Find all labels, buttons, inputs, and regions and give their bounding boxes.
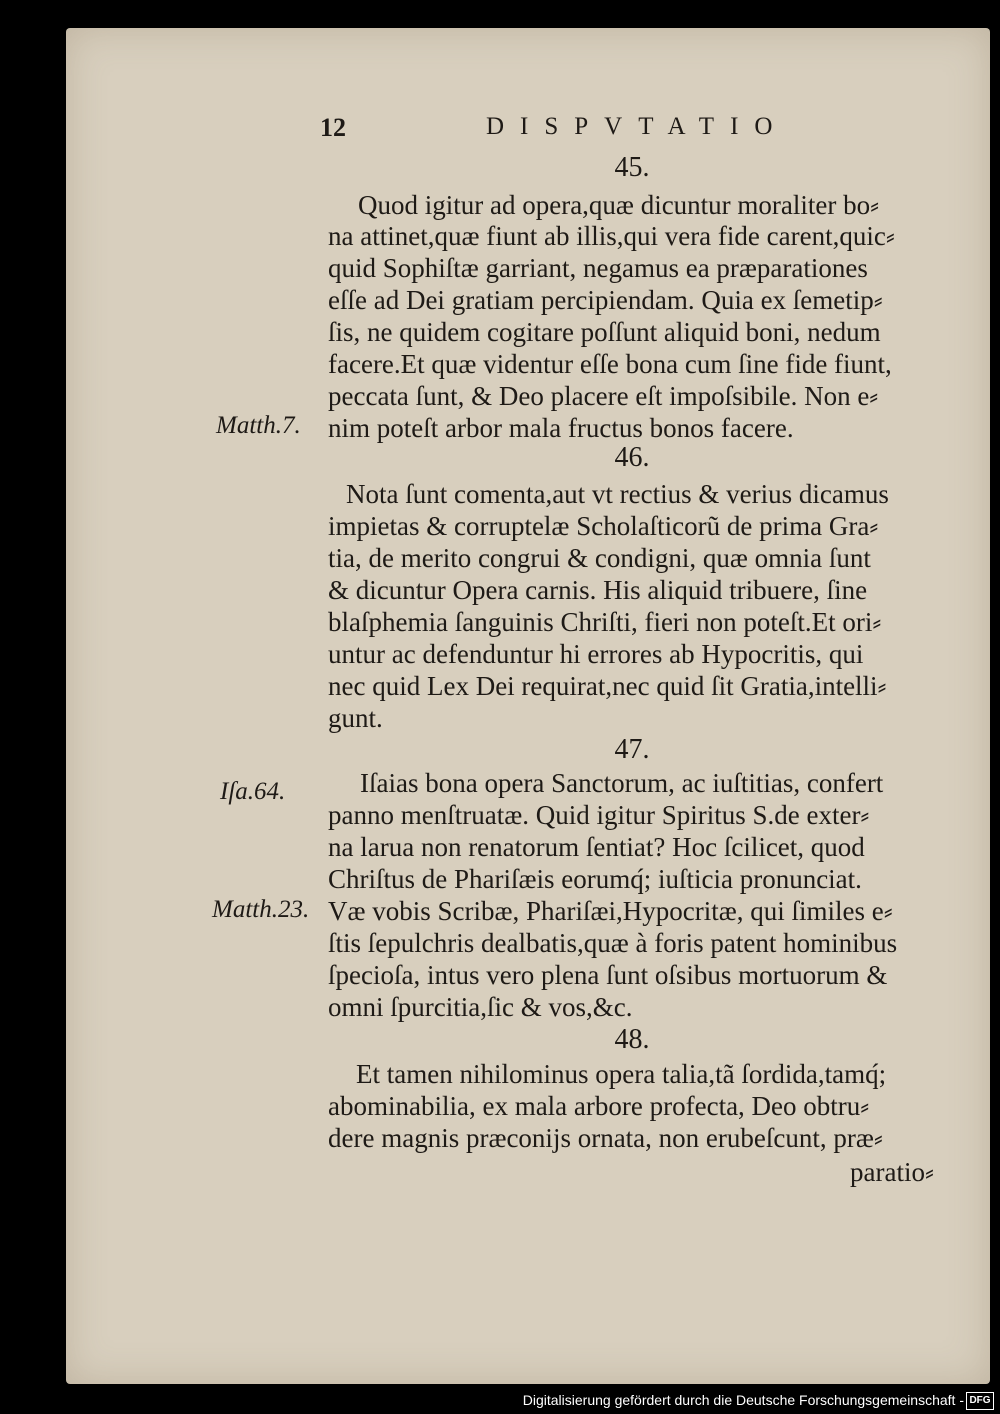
text-line: panno menſtruatæ. Quid igitur Spiritus S.de exter⸗ xyxy=(328,800,870,830)
text-line: abominabilia, ex mala arbore profecta, Deo obtru⸗ xyxy=(328,1091,870,1121)
catchword: paratio⸗ xyxy=(850,1157,934,1187)
running-title: DISPVTATIO xyxy=(486,113,789,140)
text-line: Quod igitur ad opera,quæ dicuntur moraliter bo⸗ xyxy=(358,190,880,220)
margin-note: Matth.7. xyxy=(216,412,301,439)
section-number: 47. xyxy=(614,734,650,765)
text-line: Nota ſunt comenta,aut vt rectius & verius dicamus xyxy=(346,479,889,509)
section-number: 46. xyxy=(614,442,650,473)
text-line: Et tamen nihilominus opera talia,tã ſordida,tamq́; xyxy=(356,1059,887,1089)
text-line: Væ vobis Scribæ, Phariſæi,Hypocritæ, qui ſimiles e⸗ xyxy=(328,896,893,926)
text-line: ſtis ſepulchris dealbatis,quæ à foris patent hominibus xyxy=(328,928,898,958)
section-number: 48. xyxy=(614,1024,650,1055)
dfg-logo: DFG xyxy=(966,1392,994,1410)
text-line: peccata ſunt, & Deo placere eſt impoſsibile. Non e⸗ xyxy=(328,381,879,411)
section-number: 45. xyxy=(614,152,650,183)
text-line: blaſphemia ſanguinis Chriſti, fieri non poteſt.Et ori⸗ xyxy=(328,607,882,637)
text-line: & dicuntur Opera carnis. His aliquid tribuere, ſine xyxy=(328,575,868,605)
text-line: quid Sophiſtæ garriant, negamus ea præparationes xyxy=(328,253,868,283)
text-line: gunt. xyxy=(328,703,383,733)
margin-note: Matth.23. xyxy=(212,896,310,923)
text-line: na attinet,quæ fiunt ab illis,qui vera fide carent,quic⸗ xyxy=(328,221,895,251)
text-line: dere magnis præconijs ornata, non erubeſcunt, præ⸗ xyxy=(328,1123,883,1153)
text-line: facere.Et quæ videntur eſſe bona cum ſine fide fiunt, xyxy=(328,349,892,379)
text-line: tia, de merito congrui & condigni, quæ omnia ſunt xyxy=(328,543,871,573)
text-line: impietas & corruptelæ Scholaſticorũ de prima Gra⸗ xyxy=(328,511,879,541)
text-line: na larua non renatorum ſentiat? Hoc ſcilicet, quod xyxy=(328,832,865,862)
funding-notice: Digitalisierung gefördert durch die Deutsche Forschungsgemeinschaft - xyxy=(522,1392,964,1408)
text-line: nim poteſt arbor mala fructus bonos facere. xyxy=(328,413,794,443)
text-line: ſis, ne quidem cogitare poſſunt aliquid boni, nedum xyxy=(328,317,881,347)
text-line: ſpecioſa, intus vero plena ſunt oſsibus mortuorum & xyxy=(328,960,888,990)
footer-bar xyxy=(0,1388,1000,1414)
page-number: 12 xyxy=(320,113,346,142)
margin-note: Iſa.64. xyxy=(220,778,286,805)
text-line: nec quid Lex Dei requirat,nec quid ſit Gratia,intelli⸗ xyxy=(328,671,887,701)
text-line: eſſe ad Dei gratiam percipiendam. Quia ex ſemetip⸗ xyxy=(328,285,883,315)
text-line: omni ſpurcitia,ſic & vos,&c. xyxy=(328,992,633,1022)
text-line: untur ac defenduntur hi errores ab Hypocritis, qui xyxy=(328,639,864,669)
text-line: Chriſtus de Phariſæis eorumq́; iuſticia pronunciat. xyxy=(328,864,862,894)
text-line: Iſaias bona opera Sanctorum, ac iuſtitias, confert xyxy=(360,768,884,798)
